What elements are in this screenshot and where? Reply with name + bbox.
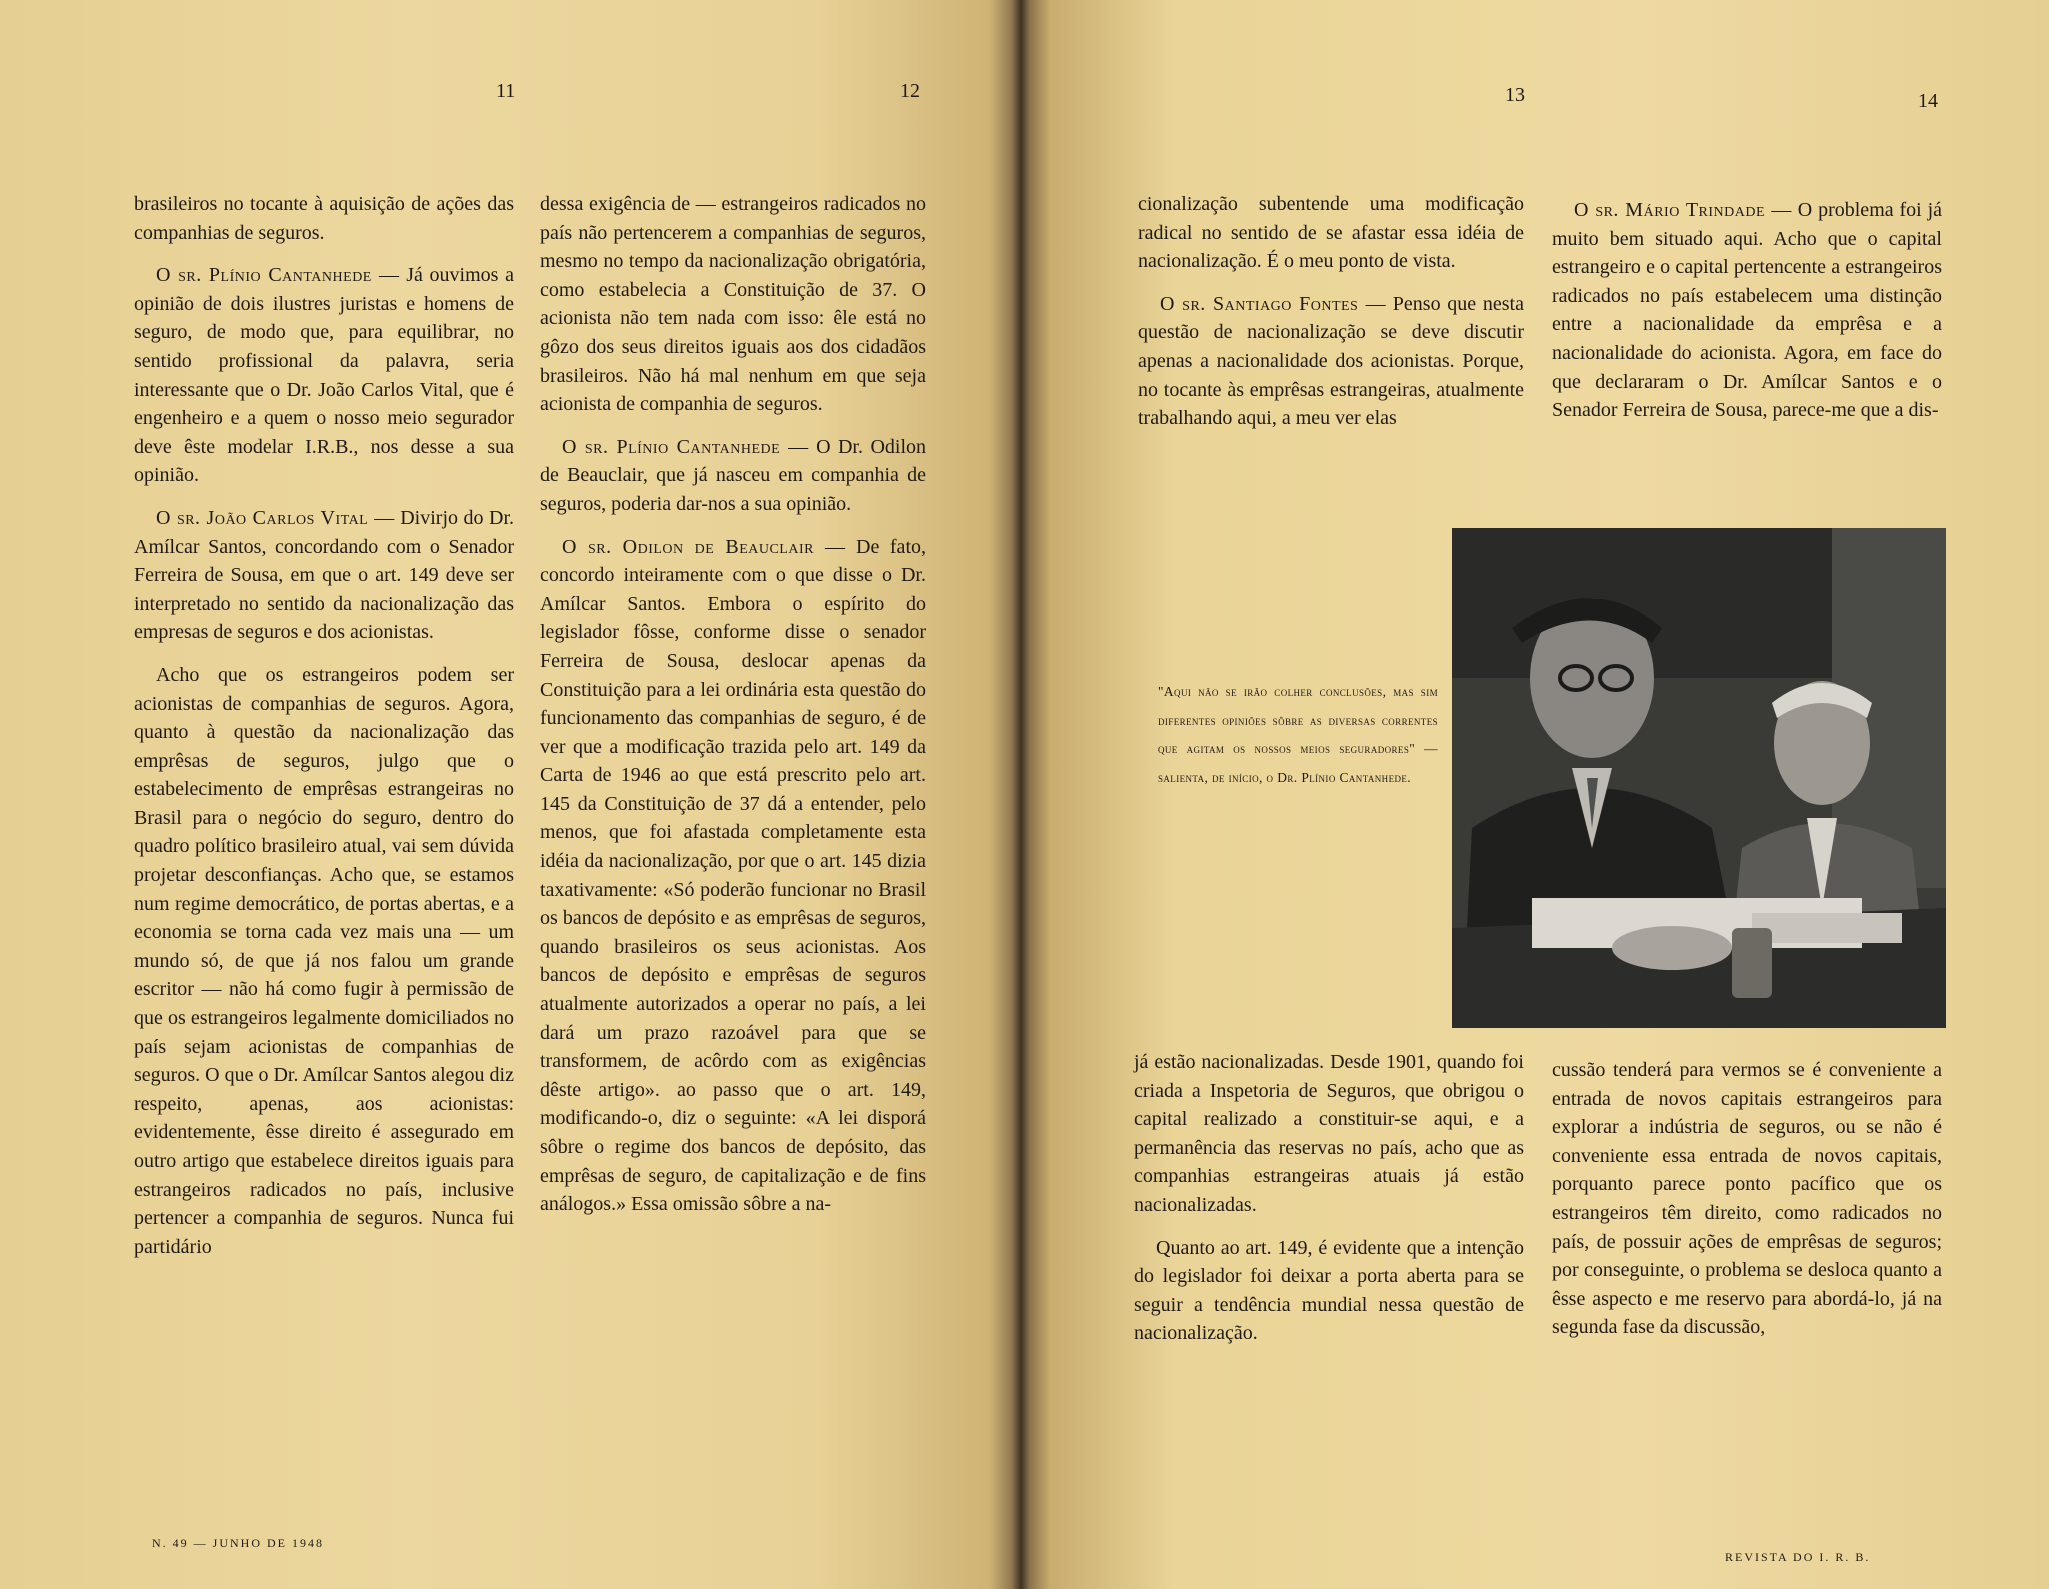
binding-gutter (1012, 0, 1030, 1589)
paragraph: cussão tenderá para vermos se é conveniente a entrada de novos capitais estrangeiros para explorar a indústria de seguros, ou se não é conveniente essa entrada de novos capitais, porquanto parece ponto pacífico que os estrangeiros têm direito, como radicados no país, de possuir ações de emprêsas de seguros; por conseguinte, o problema se desloca quanto a êsse aspecto e me reservo para abordá-lo, já na segunda fase da discussão, (1552, 1059, 1942, 1339)
page-number-11: 11 (496, 80, 516, 102)
paragraph (1552, 196, 1942, 425)
speaker-name: O sr. Mário Trindade — (1574, 199, 1792, 221)
footer-issue-date: N. 49 — JUNHO DE 1948 (152, 1536, 324, 1550)
paragraph: já estão nacionalizadas. Desde 1901, quando foi criada a Inspetoria de Seguros, que obrigou o capital realizado a constituir-se aqui, e a permanência das reservas no país, acho que as companhias estrangeiras atuais já estão nacionalizadas. (1134, 1051, 1524, 1216)
page-14-bottom-column (1552, 1056, 1942, 1342)
page-number-12: 12 (900, 80, 920, 102)
paragraph: dessa exigência de — estrangeiros radicados no país não pertencerem a companhias de seguros, mesmo no tempo da nacionalização obrigatória, como estabelecia a Constituição de 37. O acionista não tem nada com isso: êle está no gôzo dos seus direitos iguais aos dos cidadãos brasileiros. Não há mal nenhum em que seja acionista de companhia de seguros. (540, 193, 926, 416)
paragraph (540, 433, 926, 519)
photo-illustration (1452, 528, 1946, 1028)
paragraph-text: De fato, concordo inteiramente com o que disse o Dr. Amílcar Santos. Embora o espírito do legislador fôsse, conforme disse o senador Ferreira de Sousa, deslocar apenas da Constituição para a lei ordinária esta questão do funcionamento das companhias de seguro, é de ver que a modificação trazida pelo art. 149 da Carta de 1946 ao que está prescrito pelo art. 145 da Constituição de 37 dá a entender, pelo menos, que foi afastada completamente esta idéia da nacionalização, por que o art. 145 dizia taxativamente: «Só poderão funcionar no Brasil os bancos de depósito e as emprêsas de seguros, quando brasileiros os seus acionistas. Aos bancos de depósito e emprêsas de seguros atualmente autorizados a operar no país, a lei dará um prazo razoável para que se transformem, de acôrdo com as exigências dêste artigo». ao passo que o art. 149, modificando-o, diz o seguinte: «A lei disporá sôbre o regime dos bancos de depósito, das emprêsas de seguro, de capitalização e de fins análogos.» Essa omissão sôbre a na- (540, 535, 926, 1216)
page-11-column (134, 190, 514, 1261)
paragraph: Quanto ao art. 149, é evidente que a intenção do legislador foi deixar a porta aberta para se seguir a tendência mundial nessa questão de nacionalização. (1134, 1236, 1524, 1345)
paragraph (540, 533, 926, 1219)
paragraph: brasileiros no tocante à aquisição de ações das companhias de seguros. (134, 193, 514, 244)
page-number-14: 14 (1918, 90, 1938, 112)
paragraph (1138, 290, 1524, 433)
paragraph (134, 261, 514, 490)
paragraph-text: Já ouvimos a opinião de dois ilustres juristas e homens de seguro, de modo que, para equilibrar, no sentido profissional da palavra, seria interessante que o Dr. João Carlos Vital, que é engenheiro e a quem o nosso meio segurador deve êste modelar I.R.B., nos desse a sua opinião. (134, 264, 515, 487)
paragraph-text: Penso que nesta questão de nacionalização se deve discutir apenas a nacionalidade dos acionistas. Porque, no tocante às emprêsas estrangeiras, atualmente trabalhando aqui, a meu ver elas (1138, 292, 1524, 430)
footer-publication: REVISTA DO I. R. B. (1725, 1550, 1871, 1564)
paragraph: cionalização subentende uma modificação radical no sentido de se afastar essa idéia de nacionalização. É o meu ponto de vista. (1138, 193, 1524, 273)
speaker-name: O sr. Santiago Fontes — (1160, 292, 1387, 315)
page-13-top-column (1138, 190, 1524, 433)
speaker-name: O sr. João Carlos Vital — (156, 506, 395, 529)
paragraph (134, 504, 514, 647)
page-14-top-column (1552, 196, 1942, 425)
paragraph: Acho que os estrangeiros podem ser acionistas de companhias de seguros. Agora, quanto à questão da nacionalização das emprêsas de seguros, julgo que o estabelecimento de emprêsas estrangeiras no Brasil para o negócio do seguro, dentro do quadro político brasileiro atual, vai sem dúvida projetar desconfianças. Acho que, se estamos num regime democrático, de portas abertas, e a economia se torna cada vez mais una — um mundo só, de que já nos falou um grande escritor — não há como fugir à permissão de que os estrangeiros legalmente domiciliados no país sejam acionistas de companhias de seguros. O que o Dr. Amílcar Santos alegou diz respeito, apenas, aos acionistas: evidentemente, êsse direito é assegurado em outro artigo que estabelece direitos iguais para estrangeiros radicados no país, inclusive pertencer a companhia de seguros. Nunca fui partidário (134, 663, 514, 1258)
page-number-13: 13 (1505, 84, 1525, 106)
paragraph-text: Divirjo do Dr. Amílcar Santos, concordando com o Senador Ferreira de Sousa, em que o art. 149 deve ser interpretado no sentido da nacionalização das empresas de seguros e dos acionistas. (134, 506, 514, 644)
photograph (1452, 528, 1946, 1028)
page-12-column (540, 190, 926, 1219)
paragraph-text: O Dr. Odilon de Beauclair, que já nasceu em companhia de seguros, poderia dar-nos a sua opinião. (540, 435, 926, 515)
page-13-bottom-column (1134, 1048, 1524, 1348)
photo-caption: "Aqui não se irão colher conclusões, mas sim diferentes opiniões sôbre as diversas correntes que agitam os nossos meios seguradores" — salienta, de início, o Dr. Plínio Cantanhede. (1158, 684, 1438, 785)
speaker-name: O sr. Odilon de Beauclair — (562, 535, 846, 558)
paragraph-text: O problema foi já muito bem situado aqui. Acho que o capital estrangeiro e o capital pertencente a estrangeiros radicados no país estabelecem uma distinção entre a nacionalidade da emprêsa e a nacionalidade do acionista. Agora, em face do que declararam o Dr. Amílcar Santos e o Senador Ferreira de Sousa, parece-me que a dis- (1552, 199, 1943, 422)
speaker-name: O sr. Plínio Cantanhede — (156, 264, 400, 287)
speaker-name: O sr. Plínio Cantanhede — (562, 435, 809, 458)
